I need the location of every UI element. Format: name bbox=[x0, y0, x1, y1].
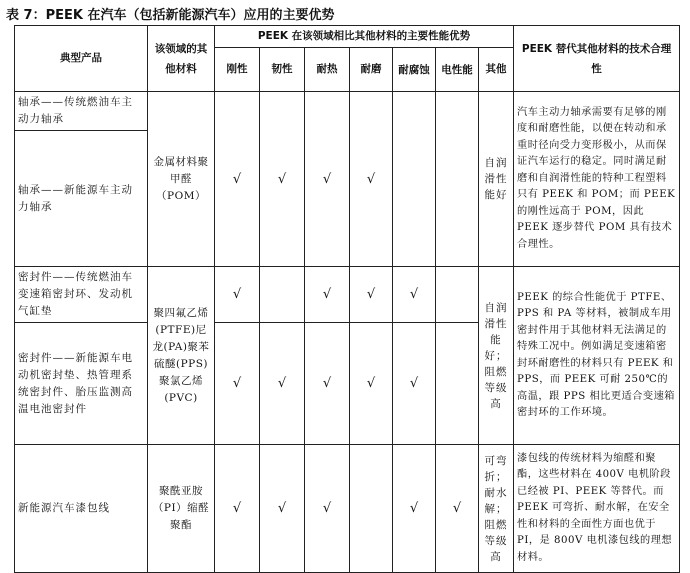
check-toughness: √ bbox=[260, 323, 305, 445]
product-cell: 密封件——新能源车电动机密封垫、热管理系统密封件、胎压监测高温电池密封件 bbox=[15, 323, 148, 445]
check-electrical: √ bbox=[436, 445, 479, 573]
check-wear: √ bbox=[350, 267, 393, 323]
header-other: 其他 bbox=[479, 48, 514, 92]
check-electrical bbox=[436, 323, 479, 445]
check-electrical bbox=[436, 92, 479, 267]
header-corrosion-resistance: 耐腐蚀 bbox=[393, 48, 436, 92]
check-heat: √ bbox=[305, 92, 350, 267]
check-toughness: √ bbox=[260, 445, 305, 573]
check-electrical bbox=[436, 267, 479, 323]
product-cell: 轴承——传统燃油车主动力轴承 bbox=[15, 92, 148, 131]
table-row bbox=[15, 267, 680, 323]
material-cell: 金属材料聚甲醛（POM） bbox=[148, 92, 215, 267]
other-cell: 自润滑性能好；阻燃等级高 bbox=[479, 267, 514, 445]
material-cell: 聚四氟乙烯(PTFE)尼龙(PA)聚苯硫醚(PPS)聚氯乙烯(PVC) bbox=[148, 267, 215, 445]
check-toughness bbox=[260, 267, 305, 323]
other-cell: 自润滑性能好 bbox=[479, 92, 514, 267]
header-advantage-group: PEEK 在该领域相比其他材料的主要性能优势 bbox=[215, 26, 514, 48]
check-heat: √ bbox=[305, 323, 350, 445]
check-wear: √ bbox=[350, 92, 393, 267]
table-caption: 表 7：PEEK 在汽车（包括新能源汽车）应用的主要优势 bbox=[6, 8, 335, 23]
check-rigidity: √ bbox=[215, 445, 260, 573]
header-rigidity: 刚性 bbox=[215, 48, 260, 92]
product-cell: 密封件——传统燃油车变速箱密封环、发动机气缸垫 bbox=[15, 267, 148, 323]
header-other-material: 该领域的其他材料 bbox=[148, 26, 215, 92]
table-row bbox=[15, 92, 680, 131]
header-heat-resistance: 耐热 bbox=[305, 48, 350, 92]
other-cell: 可弯折；耐水解；阻燃等级高 bbox=[479, 445, 514, 573]
check-corrosion: √ bbox=[393, 267, 436, 323]
check-corrosion: √ bbox=[393, 445, 436, 573]
header-reason: PEEK 替代其他材料的技术合理性 bbox=[514, 26, 680, 92]
check-heat: √ bbox=[305, 267, 350, 323]
header-toughness: 韧性 bbox=[260, 48, 305, 92]
header-electrical: 电性能 bbox=[436, 48, 479, 92]
check-heat: √ bbox=[305, 445, 350, 573]
check-corrosion: √ bbox=[393, 323, 436, 445]
reason-cell: 汽车主动力轴承需要有足够的刚度和耐磨性能，以便在转动和承重时径向受力变形极小，从而保证汽车运行的稳定。同时满足耐磨和自润滑性能的特种工程塑料只有 PEEK 和 POM；而 PEEK 的刚性远高于 POM，因此 PEEK 逐步替代 POM 具有技术合理性。 bbox=[514, 92, 680, 267]
reason-cell: PEEK 的综合性能优于 PTFE、PPS 和 PA 等材料，被制成车用密封件用于其他材料无法满足的特殊工况中。例如满足变速箱密封环耐磨性的材料只有 PEEK 和 PPS，而 PEEK 可耐 250℃的高温，跟 PPS 相比更适合变速箱密封环的工作环境。 bbox=[514, 267, 680, 445]
check-rigidity: √ bbox=[215, 323, 260, 445]
product-cell: 轴承——新能源车主动力轴承 bbox=[15, 131, 148, 267]
product-cell: 新能源汽车漆包线 bbox=[15, 445, 148, 573]
material-cell: 聚酰亚胺（PI）缩醛聚酯 bbox=[148, 445, 215, 573]
check-corrosion bbox=[393, 92, 436, 267]
check-rigidity: √ bbox=[215, 92, 260, 267]
check-wear: √ bbox=[350, 323, 393, 445]
check-toughness: √ bbox=[260, 92, 305, 267]
reason-cell: 漆包线的传统材料为缩醛和聚酯，这些材料在 400V 电机阶段已经被 PI、PEEK 等替代。而 PEEK 可弯折、耐水解，在安全性和材料的全面性方面也优于 PI，是 800V 电机漆包线的理想材料。 bbox=[514, 445, 680, 573]
header-product: 典型产品 bbox=[15, 26, 148, 92]
check-rigidity: √ bbox=[215, 267, 260, 323]
table-row bbox=[15, 445, 680, 573]
header-wear-resistance: 耐磨 bbox=[350, 48, 393, 92]
check-wear bbox=[350, 445, 393, 573]
peek-advantage-table bbox=[14, 25, 680, 573]
